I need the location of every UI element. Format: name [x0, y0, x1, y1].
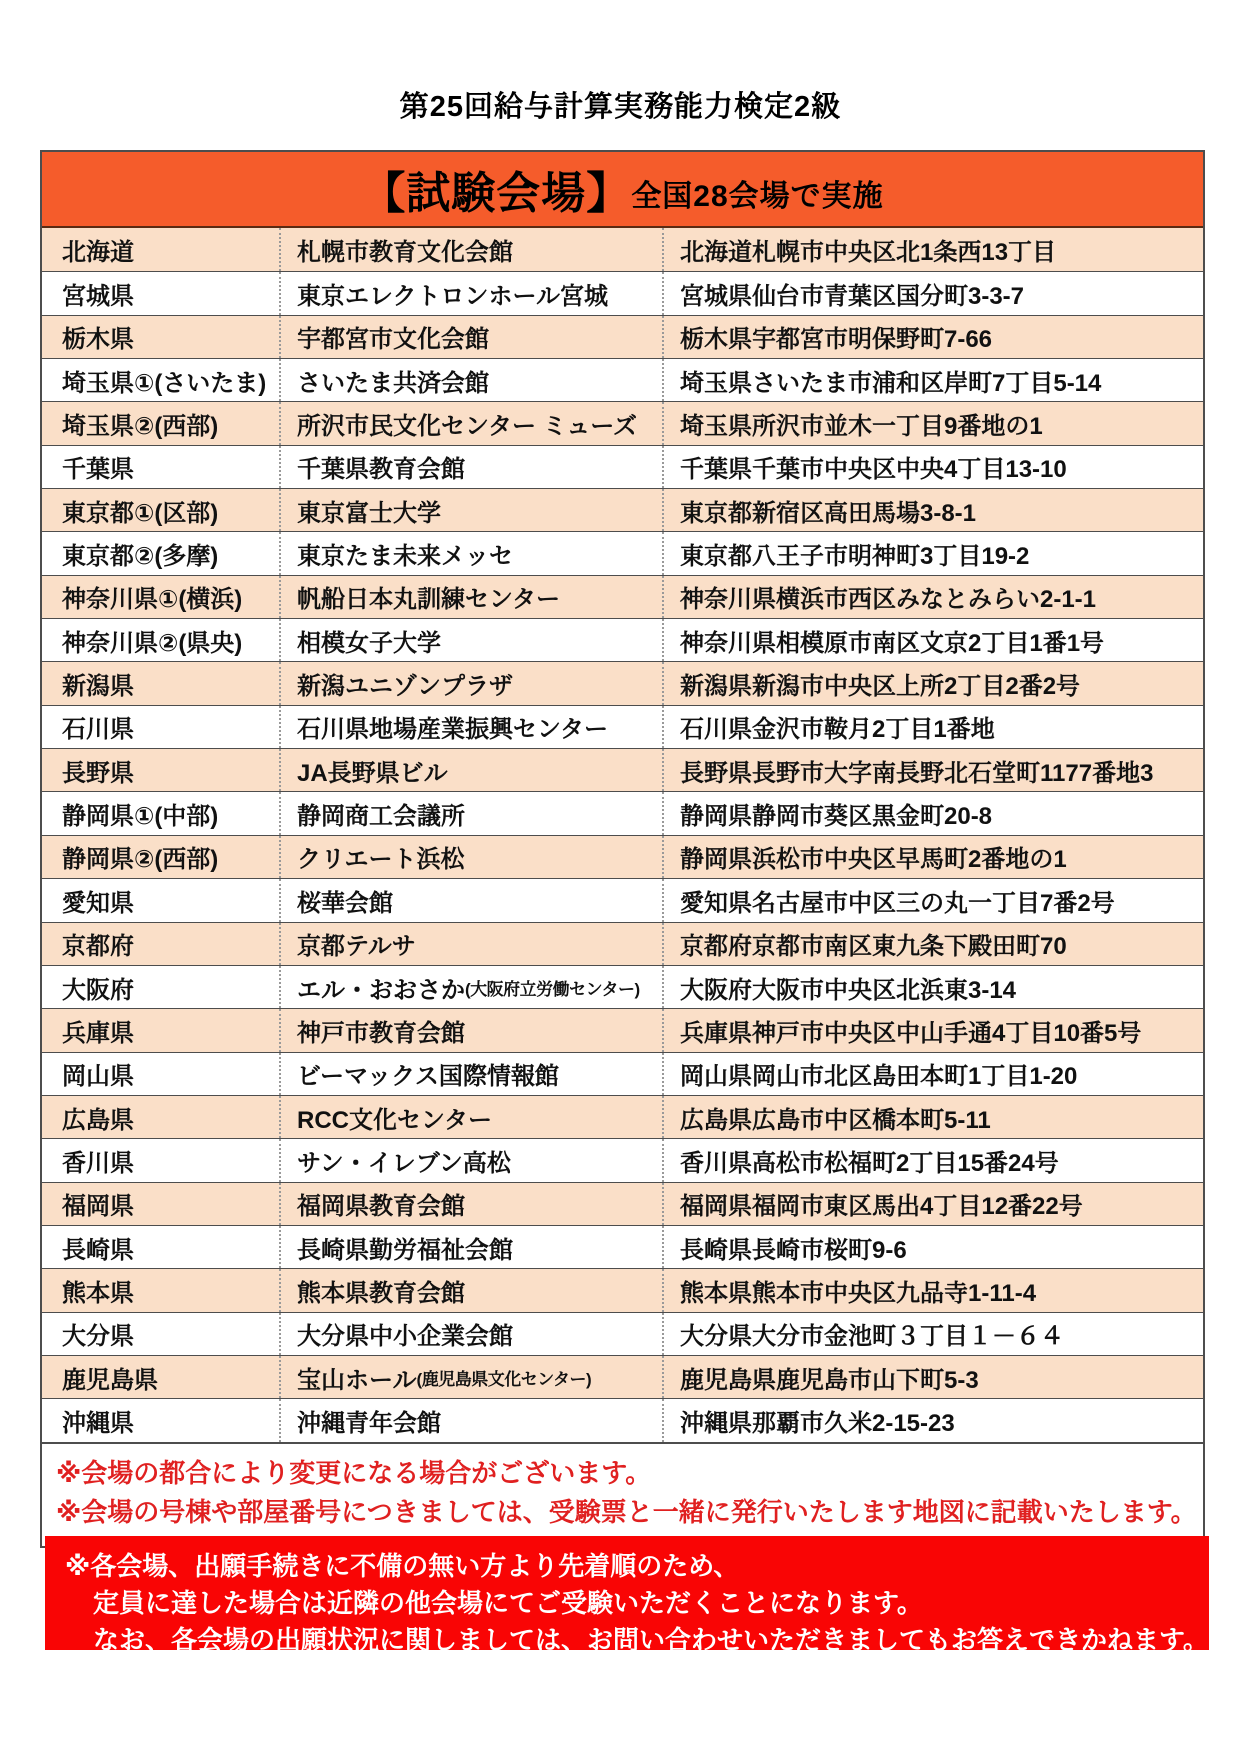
venue-cell: 京都テルサ	[279, 923, 664, 965]
prefecture-cell: 愛知県	[62, 889, 134, 917]
alert-line-2: 定員に達した場合は近隣の他会場にてご受験いただくことになります。	[93, 1588, 923, 1618]
prefecture-cell: 静岡県②(西部)	[62, 846, 219, 874]
venue-cell: 所沢市民文化センター ミューズ	[279, 402, 664, 444]
address-cell: 新潟県新潟市中央区上所2丁目2番2号	[680, 673, 1081, 701]
address-cell: 静岡県浜松市中央区早馬町2番地の1	[680, 846, 1067, 874]
banner-subheading: 全国28会場で実施	[631, 180, 884, 213]
venue-cell: 東京富士大学	[279, 489, 664, 531]
venue-board	[40, 150, 1205, 1548]
notes-section	[42, 1442, 1203, 1546]
prefecture-cell: 兵庫県	[62, 1019, 134, 1047]
table-row	[42, 1225, 1203, 1268]
table-row	[42, 1312, 1203, 1355]
venue-cell: 東京たま未来メッセ	[279, 532, 664, 574]
address-cell: 熊本県熊本市中央区九品寺1-11-4	[680, 1279, 1037, 1307]
address-cell: 神奈川県相模原市南区文京2丁目1番1号	[680, 629, 1105, 657]
venue-cell: エル・おおさか (大阪府立労働センター)	[279, 966, 664, 1008]
venue-cell: 札幌市教育文化会館	[279, 228, 664, 271]
address-cell: 沖縄県那覇市久米2-15-23	[680, 1409, 955, 1437]
table-row	[42, 271, 1203, 314]
alert-box	[45, 1536, 1209, 1655]
prefecture-cell: 石川県	[62, 716, 134, 744]
table-row	[42, 1008, 1203, 1051]
address-cell: 広島県広島市中区橋本町5-11	[680, 1106, 991, 1134]
venue-cell: 帆船日本丸訓練センター	[279, 576, 664, 618]
address-cell: 埼玉県所沢市並木一丁目9番地の1	[680, 413, 1043, 441]
address-cell: 岡山県岡山市北区島田本町1丁目1-20	[680, 1063, 1078, 1091]
page-title: 第25回給与計算実務能力検定2級	[399, 91, 842, 123]
venue-cell: 相模女子大学	[279, 619, 664, 661]
venue-table-body	[42, 228, 1203, 1442]
alert-line-1: ※各会場、出願手続きに不備の無い方より先着順のため、	[65, 1551, 740, 1581]
venue-cell: 石川県地場産業振興センター	[279, 706, 664, 748]
address-cell: 神奈川県横浜市西区みなとみらい2-1-1	[680, 586, 1097, 614]
venue-note: (大阪府立労働センター)	[465, 979, 640, 999]
venue-cell: 宇都宮市文化会館	[279, 316, 664, 358]
prefecture-cell: 福岡県	[62, 1193, 134, 1221]
prefecture-cell: 静岡県①(中部)	[62, 803, 219, 831]
prefecture-cell: 沖縄県	[62, 1409, 134, 1437]
table-row	[42, 1138, 1203, 1181]
venue-cell: 大分県中小企業会館	[279, 1313, 664, 1355]
prefecture-cell: 大分県	[62, 1323, 134, 1351]
venue-cell: さいたま共済会館	[279, 359, 664, 401]
venue-cell: 桜華会館	[279, 879, 664, 921]
prefecture-cell: 千葉県	[62, 456, 134, 484]
address-cell: 長崎県長崎市桜町9-6	[680, 1236, 907, 1264]
prefecture-cell: 岡山県	[62, 1063, 134, 1091]
table-row	[42, 791, 1203, 834]
prefecture-cell: 京都府	[62, 933, 134, 961]
prefecture-cell: 神奈川県②(県央)	[62, 629, 243, 657]
venue-cell: クリエート浜松	[279, 836, 664, 878]
table-row	[42, 228, 1203, 271]
table-row	[42, 575, 1203, 618]
prefecture-cell: 鹿児島県	[62, 1366, 158, 1394]
address-cell: 埼玉県さいたま市浦和区岸町7丁目5-14	[680, 369, 1102, 397]
address-cell: 長野県長野市大字南長野北石堂町1177番地3	[680, 759, 1154, 787]
venue-cell: 福岡県教育会館	[279, 1183, 664, 1225]
venue-cell: サン・イレブン高松	[279, 1139, 664, 1181]
venue-cell: 新潟ユニゾンプラザ	[279, 662, 664, 704]
prefecture-cell: 宮城県	[62, 283, 134, 311]
note-line-2: ※会場の号棟や部屋番号につきましては、受験票と一緒に発行いたします地図に記載いたします。	[56, 1496, 1197, 1527]
address-cell: 大阪府大阪市中央区北浜東3-14	[680, 976, 1017, 1004]
table-row	[42, 401, 1203, 444]
prefecture-cell: 長野県	[62, 759, 134, 787]
address-cell: 静岡県静岡市葵区黒金町20-8	[680, 803, 993, 831]
table-row	[42, 1052, 1203, 1095]
address-cell: 鹿児島県鹿児島市山下町5-3	[680, 1366, 979, 1394]
table-row	[42, 661, 1203, 704]
address-cell: 福岡県福岡市東区馬出4丁目12番22号	[680, 1193, 1083, 1221]
prefecture-cell: 栃木県	[62, 326, 134, 354]
table-row	[42, 878, 1203, 921]
table-row	[42, 531, 1203, 574]
alert-line-3: なお、各会場の出願状況に関しましては、お問い合わせいただきましてもお答えできかねます。	[93, 1625, 1209, 1655]
venue-cell: 沖縄青年会館	[279, 1399, 664, 1441]
prefecture-cell: 東京都②(多摩)	[62, 543, 219, 571]
address-cell: 大分県大分市金池町３丁目１－６４	[680, 1323, 1064, 1351]
prefecture-cell: 大阪府	[62, 976, 134, 1004]
prefecture-cell: 新潟県	[62, 673, 134, 701]
table-row	[42, 1182, 1203, 1225]
prefecture-cell: 熊本県	[62, 1279, 134, 1307]
address-cell: 京都府京都市南区東九条下殿田町70	[680, 933, 1067, 961]
address-cell: 栃木県宇都宮市明保野町7-66	[680, 326, 993, 354]
venue-cell: ビーマックス国際情報館	[279, 1053, 664, 1095]
table-row	[42, 835, 1203, 878]
table-row	[42, 488, 1203, 531]
table-row	[42, 445, 1203, 488]
address-cell: 北海道札幌市中央区北1条西13丁目	[680, 239, 1057, 267]
venue-cell: JA長野県ビル	[279, 749, 664, 791]
address-cell: 宮城県仙台市青葉区国分町3-3-7	[680, 283, 1025, 311]
venue-cell: RCC文化センター	[279, 1096, 664, 1138]
table-row	[42, 1095, 1203, 1138]
exam-venue-banner	[42, 152, 1203, 228]
address-cell: 千葉県千葉市中央区中央4丁目13-10	[680, 456, 1067, 484]
prefecture-cell: 広島県	[62, 1106, 134, 1134]
table-row	[42, 1268, 1203, 1311]
table-row	[42, 315, 1203, 358]
address-cell: 東京都新宿区高田馬場3-8-1	[680, 499, 977, 527]
table-row	[42, 358, 1203, 401]
venue-cell: 東京エレクトロンホール宮城	[279, 272, 664, 314]
banner-heading: 【試験会場】	[361, 169, 632, 218]
table-row	[42, 748, 1203, 791]
venue-cell: 宝山ホール (鹿児島県文化センター)	[279, 1356, 664, 1398]
venue-cell: 長崎県勤労福祉会館	[279, 1226, 664, 1268]
venue-cell: 熊本県教育会館	[279, 1269, 664, 1311]
address-cell: 香川県高松市松福町2丁目15番24号	[680, 1149, 1059, 1177]
prefecture-cell: 長崎県	[62, 1236, 134, 1264]
table-row	[42, 705, 1203, 748]
address-cell: 兵庫県神戸市中央区中山手通4丁目10番5号	[680, 1019, 1142, 1047]
prefecture-cell: 埼玉県①(さいたま)	[62, 369, 267, 397]
table-row	[42, 1398, 1203, 1441]
address-cell: 東京都八王子市明神町3丁目19-2	[680, 543, 1030, 571]
prefecture-cell: 香川県	[62, 1149, 134, 1177]
venue-cell: 静岡商工会議所	[279, 792, 664, 834]
venue-cell: 神戸市教育会館	[279, 1009, 664, 1051]
venue-note: (鹿児島県文化センター)	[416, 1369, 592, 1389]
note-line-1: ※会場の都合により変更になる場合がございます。	[56, 1457, 652, 1488]
table-row	[42, 618, 1203, 661]
address-cell: 愛知県名古屋市中区三の丸一丁目7番2号	[680, 889, 1115, 917]
prefecture-cell: 神奈川県①(横浜)	[62, 586, 243, 614]
venue-cell: 千葉県教育会館	[279, 446, 664, 488]
table-row	[42, 1355, 1203, 1398]
prefecture-cell: 北海道	[62, 239, 134, 267]
prefecture-cell: 東京都①(区部)	[62, 499, 219, 527]
address-cell: 石川県金沢市鞍月2丁目1番地	[680, 716, 995, 744]
table-row	[42, 922, 1203, 965]
prefecture-cell: 埼玉県②(西部)	[62, 413, 219, 441]
table-row	[42, 965, 1203, 1008]
